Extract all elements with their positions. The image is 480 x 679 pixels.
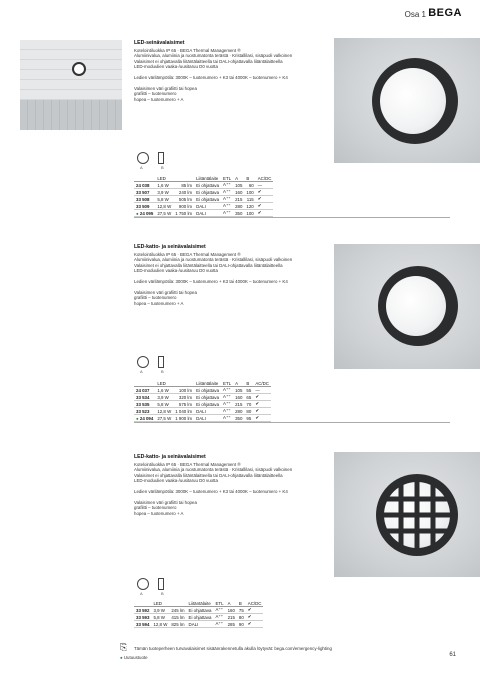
photo-fixture [72,62,86,76]
lumen: 240 lm [173,189,194,196]
dim-b: 70 [246,401,252,407]
acdc-flag: ✔ [256,189,274,196]
lumen: 1 900 lm [175,415,193,421]
dim-b: 75 [238,607,244,613]
acdc-flag: ✔ [253,394,271,401]
dim-b: 80 [238,614,244,620]
control-gear: Ei ohjattava [196,387,220,393]
section-divider [134,217,450,218]
column-header: LED [151,600,169,607]
column-header: A [233,175,244,182]
article-number [134,210,155,217]
article-number-text: 33 523 [136,408,150,414]
dim-b: 100 [246,189,254,195]
article-number-text: 33 534 [136,394,150,400]
article-number [134,189,155,196]
energy-class: A⁺⁺ [221,401,233,408]
article-number [134,614,151,621]
section-title: LED-seinävalaisimet [134,40,185,46]
energy-class: A⁺⁺ [214,614,226,621]
spec-line: Ledien värilämpötila: 3000K – tuotenumero + K3 tai 4000K – tuotenumero + K4 [134,279,288,284]
article-number-text: 33 593 [136,614,150,620]
lamp-cage [376,474,458,556]
control-gear: DALI [194,210,221,217]
table-row [134,607,263,614]
wattage: 3,9 W [151,607,169,614]
table-row [134,394,271,401]
spec-line: Alumiinivalua, alumiinia ja ruostumatonta terästä · Kristallilasi, sisäpuoli valkoinen [134,467,293,473]
dimension-label: A [140,369,143,374]
emergency-icon: ⎘ [120,642,128,652]
footer-note: Tämän tuoteperheen turvavalaisimet sisäänrakennetulla akulla löytyvät: bega.com/emergency-lighting [134,646,332,651]
acdc-flag: — [253,387,271,394]
table-row [134,401,271,408]
table-row [134,189,273,196]
spec-table [134,175,273,217]
wattage: 12,8 W [157,203,172,209]
wattage: 1,6 W [155,387,173,394]
dimension-label: A [140,591,143,596]
article-number-text: 33 507 [136,189,150,195]
dim-a: 215 [235,401,243,407]
dimension-label: B [161,591,164,596]
table-row [134,621,263,628]
article-number [134,394,155,401]
dimension-label: B [161,369,164,374]
column-header: B [237,600,246,607]
dim-a: 350 [235,415,243,421]
column-header: AC/DC [257,175,272,181]
control-gear: Ei ohjattava [188,614,212,620]
spec-line: Valaisimen väri grafiitti tai hopea [134,289,197,295]
wattage: 27,5 W [157,210,172,216]
wattage: 3,9 W [155,189,173,196]
article-number-text: 33 535 [136,401,150,407]
lumen: 100 lm [173,387,194,394]
dimension-label: B [161,165,164,170]
dim-a: 280 [235,408,243,414]
acdc-flag: ✔ [256,203,274,210]
acdc-flag: ✔ [256,210,274,217]
column-header: B [244,380,253,387]
spec-line: hopea – tuotenumero + A [134,300,184,306]
cage-bar [431,482,436,548]
section-title: LED-katto- ja seinävalaisimet [134,454,206,460]
control-gear: DALI [194,415,221,422]
dim-b: 55 [246,387,252,393]
wattage: 12,8 W [153,621,168,627]
spec-line: Valaisimet ei ohjattavalla liitäntälaitteella tai DALI-ohjattavalla liitäntälaitteella [134,262,283,268]
wattage: 12,8 W [157,408,172,414]
column-header: Liitäntälaite [194,380,221,387]
lamp-glass [386,276,446,336]
article-number-text: 24 038 [136,182,150,188]
legend [120,655,148,660]
article-number [134,196,155,203]
column-header: A [226,600,237,607]
dimension-label: A [140,165,143,170]
dim-a: 160 [235,189,243,195]
energy-class: A⁺⁺ [221,210,233,217]
spec-line: grafiitti – tuotenumero [134,505,177,511]
dim-a: 105 [235,387,243,393]
acdc-flag: ✔ [246,614,264,621]
energy-class: A⁺⁺ [221,408,233,415]
control-gear: DALI [194,408,221,415]
lumen: 825 lm [171,621,185,627]
energy-class: A⁺⁺ [221,189,233,196]
spec-line: Kotelointiluokka IP 65 · BEGA Thermal Management ® [134,462,241,467]
dim-a: 280 [235,203,243,209]
energy-class: A⁺⁺ [221,182,233,189]
table-row [134,203,273,210]
wattage: 5,8 W [155,401,173,408]
spec-table [134,380,271,422]
lumen: 1 040 lm [175,408,193,414]
cage-bar [384,529,450,534]
product-image [334,244,480,369]
table-row [134,210,273,217]
control-gear: Ei ohjattava [196,196,220,202]
acdc-flag: ✔ [253,401,271,408]
article-number-text: 24 094 [139,415,154,421]
dimension-front-icon [137,356,149,368]
control-gear: Ei ohjattava [188,607,212,613]
lumen: 900 lm [173,203,194,210]
installation-photo [20,40,122,130]
spec-line: Valaisimet ei ohjattavalla liitäntälaitteella tai DALI-ohjattavalla liitäntälaitteella [134,472,283,478]
spec-line: hopea – tuotenumero + A [134,96,184,102]
dim-b: 80 [246,408,252,414]
energy-class: A⁺⁺ [221,415,233,422]
dim-a: 105 [235,182,243,188]
article-number [134,621,151,628]
article-number [134,182,155,189]
spec-line: grafiitti – tuotenumero [134,295,177,301]
spec-line: Valaisimen väri grafiitti tai hopea [134,499,197,505]
table-row [134,408,271,415]
column-header: AC/DC [255,380,269,386]
article-number [134,415,155,422]
lumen: 85 lm [173,182,194,189]
column-header: ETL [223,175,232,181]
wattage: 3,9 W [155,394,173,401]
dim-a: 285 [227,621,235,627]
column-header: Liitäntälaite [187,600,214,607]
dim-b: 100 [246,210,254,216]
wattage: 27,5 W [157,415,172,421]
article-number [134,408,155,415]
dim-a: 215 [235,196,243,202]
column-header: AC/DC [247,600,262,606]
column-header: B [244,175,255,182]
article-number-text: 33 508 [136,196,150,202]
spec-line: Alumiinivalua, alumiinia ja ruostumatonta terästä · Kristallilasi, sisäpuoli valkoinen [134,53,293,59]
spec-table [134,600,263,628]
spec-line: LED-moduulien vaaka-/uusitaruu D0 vuotta [134,268,218,274]
dim-b: 115 [244,196,255,203]
energy-class: A⁺⁺ [214,607,226,614]
wattage: 5,8 W [155,196,173,203]
lamp-glass [380,68,446,134]
lumen: 320 lm [173,394,194,401]
column-header: Liitäntälaite [194,175,221,182]
lumen: 415 lm [171,614,185,620]
column-header: ETL [223,380,232,386]
spec-line: Alumiinivalua, alumiinia ja ruostumatonta terästä · Kristallilasi, sisäpuoli valkoinen [134,257,293,263]
column-header: LED [155,380,173,387]
dim-a: 215 [227,614,235,620]
acdc-flag: ✔ [246,621,264,628]
table-row [134,182,273,189]
spec-line: LED-moduulien vaaka-/uusitaruu D0 vuotta [134,64,218,70]
section-title: LED-katto- ja seinävalaisimet [134,244,206,250]
article-number [134,203,155,210]
spec-line: LED-moduulien vaaka-/uusitaruu D0 vuotta [134,478,218,484]
dim-a: 160 [235,394,243,400]
article-number-text: 33 592 [136,607,150,613]
wattage: 5,8 W [151,614,169,621]
dim-b: 120 [246,203,254,209]
acdc-flag: ✔ [256,196,274,203]
article-number [134,401,155,408]
article-number [134,607,151,614]
control-gear: DALI [194,203,221,210]
lumen: 505 lm [173,196,194,203]
spec-line: grafiitti – tuotenumero [134,91,177,97]
spec-line: Ledien värilämpötila: 3000K – tuotenumero + K3 tai 4000K – tuotenumero + K4 [134,489,288,494]
product-image [334,38,480,163]
energy-class: A⁺⁺ [221,394,233,401]
article-number [134,387,155,394]
acdc-flag: — [256,182,274,189]
photo-ground [20,100,122,130]
legend-label: Uutuustuote [123,655,148,660]
spec-line: Valaisimet ei ohjattavalla liitäntälaitteella tai DALI-ohjattavalla liitäntälaitteella [134,58,283,64]
spec-line: hopea – tuotenumero + A [134,510,184,516]
dim-a: 350 [235,210,243,216]
section-divider [134,422,450,423]
page-number: 61 [449,652,456,658]
cage-bar [384,513,450,518]
dimension-front-icon [137,152,149,164]
dim-b: 95 [246,415,252,421]
lumen: 575 lm [173,401,194,408]
article-number-text: 33 509 [136,203,150,209]
header-part: Osa 1 [404,10,426,19]
acdc-flag: ✔ [253,408,271,415]
table-row [134,614,263,621]
new-product-dot: ● [136,210,140,216]
dimension-side-icon [158,152,164,164]
table-row [134,196,273,203]
brand-logo: BEGA [428,7,462,19]
article-number-text: 24 095 [139,210,154,216]
control-gear: Ei ohjattava [196,401,220,407]
control-gear: Ei ohjattava [196,394,220,400]
energy-class: A⁺⁺ [221,196,233,203]
acdc-flag: ✔ [253,415,271,422]
new-product-dot: ● [136,415,140,421]
control-gear: DALI [187,621,214,628]
control-gear: Ei ohjattava [196,182,220,188]
table-row [134,415,271,422]
column-header: A [233,380,244,387]
energy-class: A⁺⁺ [221,203,233,210]
dimension-side-icon [158,578,164,590]
dim-b: 60 [244,182,255,189]
acdc-flag: ✔ [246,607,264,614]
control-gear: Ei ohjattava [196,189,220,195]
article-number-text: 33 594 [136,621,150,627]
dim-a: 160 [227,607,235,613]
column-header: LED [155,175,173,182]
lumen: 245 lm [171,607,185,613]
spec-line: Ledien värilämpötila: 3000K – tuotenumero + K3 tai 4000K – tuotenumero + K4 [134,75,288,80]
dim-b: 90 [238,621,244,627]
wattage: 1,6 W [155,182,173,189]
spec-line: Kotelointiluokka IP 65 · BEGA Thermal Management ® [134,252,241,257]
new-product-dot: ● [120,655,123,660]
spec-line: Kotelointiluokka IP 65 · BEGA Thermal Management ® [134,48,241,53]
column-header: ETL [215,600,224,606]
photo-wall [20,40,122,100]
dimension-side-icon [158,356,164,368]
dimension-front-icon [137,578,149,590]
lumen: 1 750 lm [175,210,193,216]
article-number-text: 24 037 [136,387,150,393]
energy-class: A⁺⁺ [214,621,226,628]
product-image [334,452,480,577]
table-row [134,387,271,394]
dim-b: 65 [246,394,252,400]
spec-line: Valaisimen väri grafiitti tai hopea [134,85,197,91]
energy-class: A⁺⁺ [221,387,233,394]
